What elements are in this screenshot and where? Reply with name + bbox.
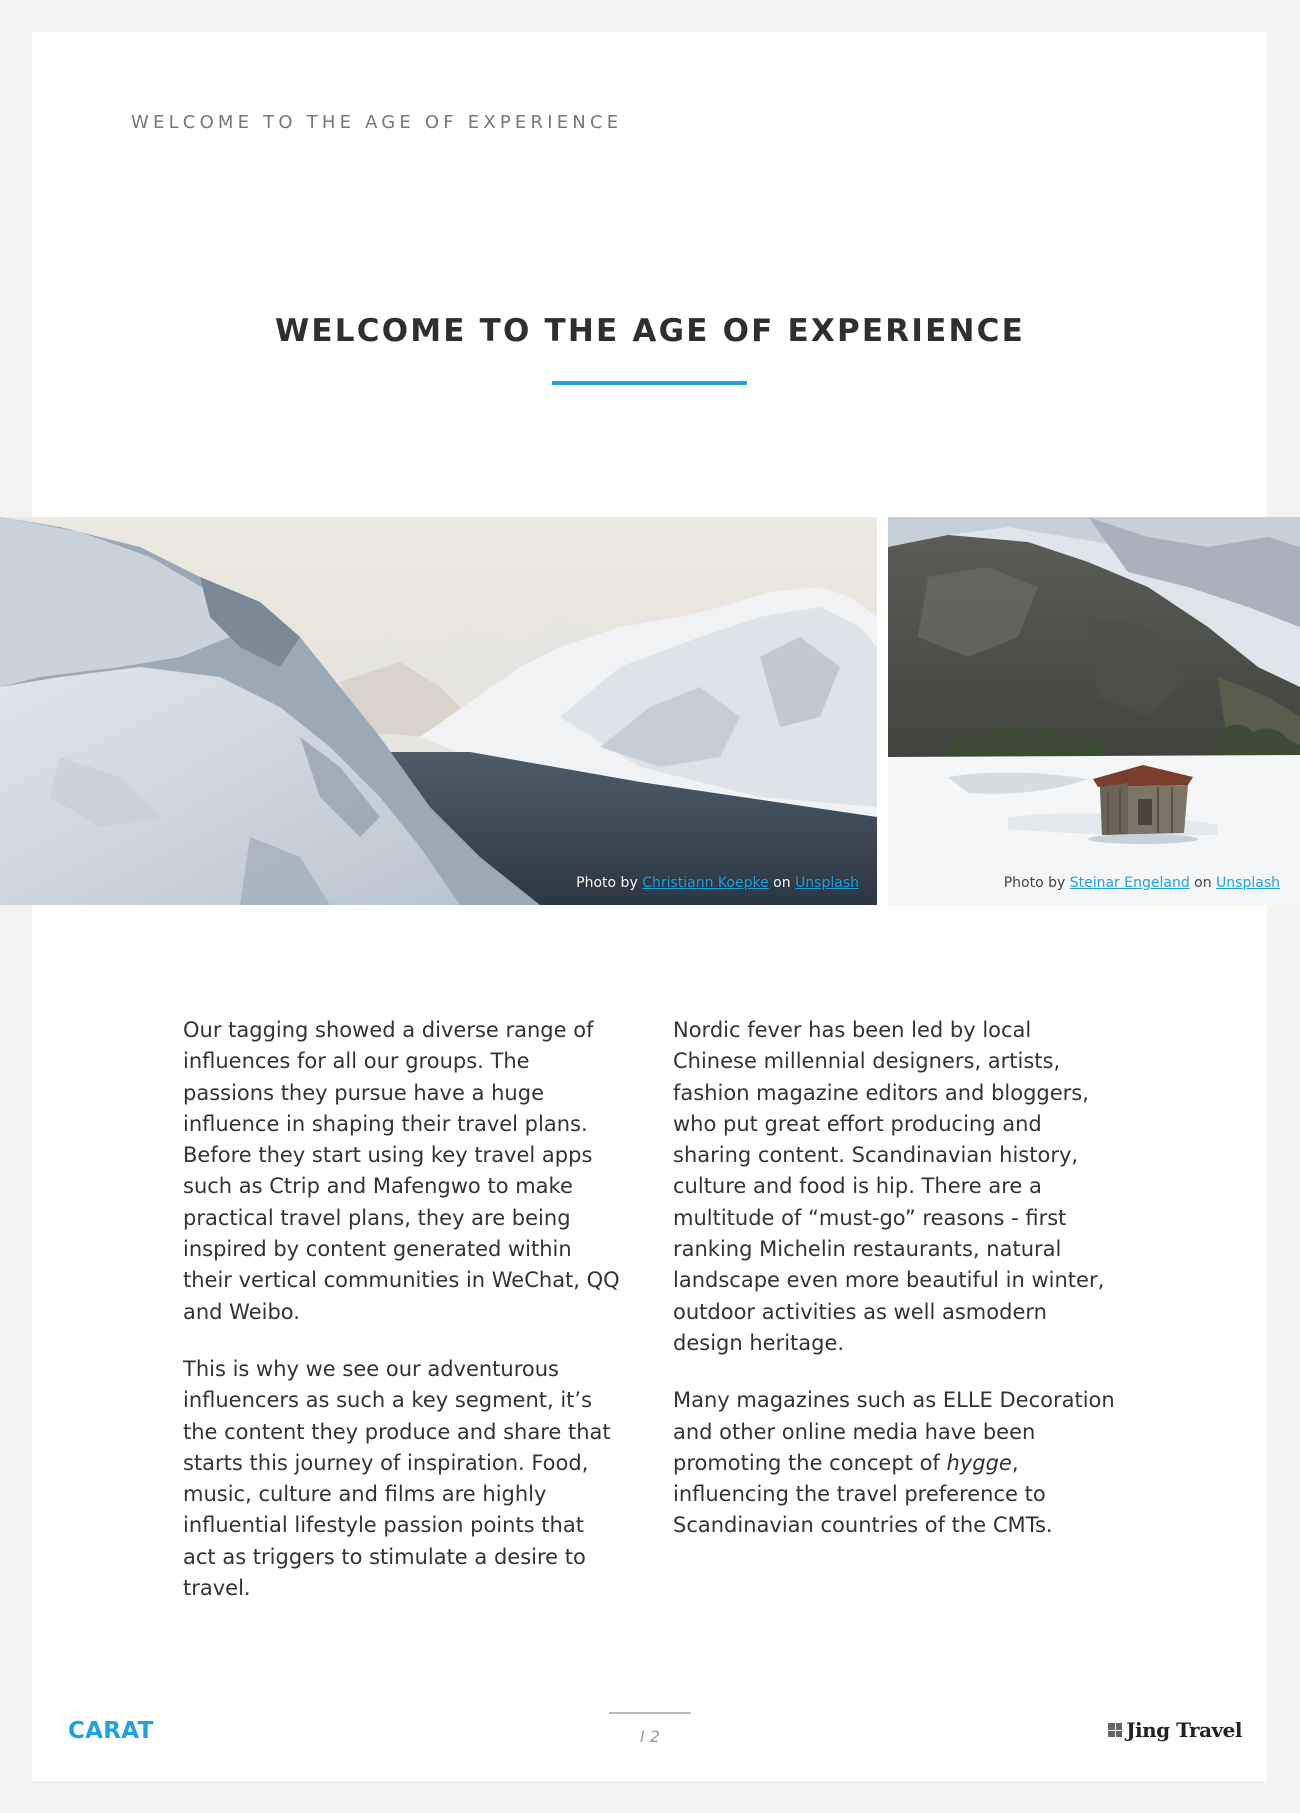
photo-credit-left [576, 875, 859, 891]
photographer-link[interactable]: Christiann Koepke [642, 875, 769, 891]
photo-credit-right [1004, 875, 1280, 891]
credit-on: on [1194, 875, 1212, 891]
fjord-image [0, 517, 877, 905]
unsplash-link[interactable]: Unsplash [1216, 875, 1280, 891]
jing-travel-mark-icon [1108, 1723, 1122, 1737]
paragraph-text: , influencing the travel preference to Scandinavian countries of the CMTs. [673, 1450, 1053, 1538]
paragraph: This is why we see our adventurous influencers as such a key segment, it’s the content they produce and share that starts this journey of inspiration. Food, music, culture and films are highly influential lifestyle passion points that act as triggers to stimulate a desire to travel. [183, 1356, 611, 1601]
carat-logo: CARAT [68, 1718, 154, 1744]
paragraph: Nordic fever has been led by local Chinese millennial designers, artists, fashion magazine editors and bloggers, who put great effort producing and sharing content. Scandinavian history, culture and food is hip. There are a multitude of “must-go” reasons - first ranking Michelin restaurants, natural landscape even more beautiful in winter, outdoor activities as well asmodern design heritage. [673, 1018, 1105, 1355]
credit-prefix: Photo by [1003, 875, 1066, 891]
running-header: WELCOME TO THE AGE OF EXPERIENCE [131, 112, 623, 133]
body-column-right [673, 1015, 1118, 1568]
paragraph: Our tagging showed a diverse range of influences for all our groups. The passions they pursue have a huge influence in shaping their travel plans. Before they start using key travel apps such as Ctrip and Mafengwo to make practical travel plans, they are being inspired by content generated within their vertical communities in WeChat, QQ and Weibo. [183, 1018, 620, 1324]
page-number: I 2 [640, 1727, 660, 1746]
body-column-left [183, 1015, 623, 1630]
paragraph-text: Many magazines such as ELLE Decoration and other online media have been promoting the concept of [673, 1388, 1115, 1475]
credit-prefix: Photo by [576, 875, 638, 891]
title-accent-rule [552, 381, 747, 385]
jing-travel-wordmark: Jing Travel [1126, 1718, 1242, 1742]
cabin-image [888, 517, 1300, 905]
unsplash-link[interactable]: Unsplash [795, 875, 859, 891]
page-title: WELCOME TO THE AGE OF EXPERIENCE [275, 313, 1025, 349]
emphasis-hygge: hygge [946, 1450, 1012, 1475]
photographer-link[interactable]: Steinar Engeland [1069, 875, 1190, 891]
credit-on: on [773, 875, 791, 891]
fjord-photo [0, 517, 877, 905]
cabin-photo [888, 517, 1300, 905]
jing-travel-logo [1108, 1718, 1242, 1742]
paragraph [673, 1385, 1118, 1541]
footer-rule [609, 1712, 691, 1714]
